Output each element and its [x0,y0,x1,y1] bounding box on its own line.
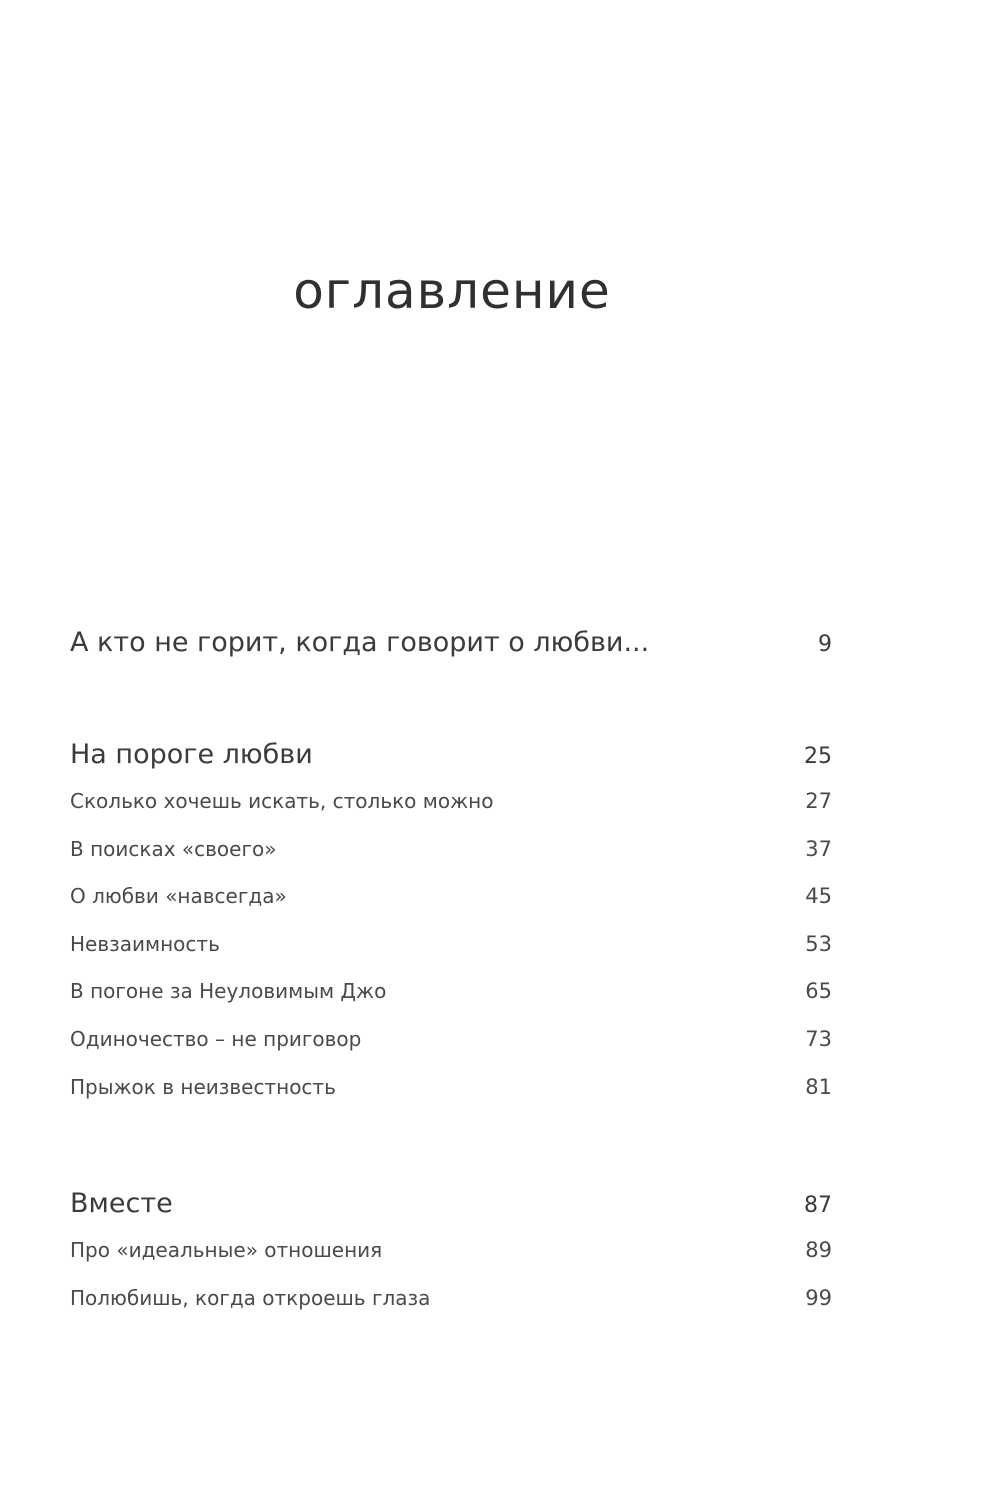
toc-entry-page: 27 [805,789,832,813]
toc-entry-page: 73 [805,1026,832,1051]
toc-entry [70,1064,832,1112]
toc-entry [70,1275,832,1323]
spacer [70,666,832,732]
toc-entry-page: 53 [805,931,832,956]
toc-entry [70,1016,832,1064]
toc-entry-label: Про «идеальные» отношения [70,1238,383,1263]
toc-entry [70,921,832,969]
toc-section-heading [70,1181,832,1227]
toc-entry-label: А кто не горит, когда говорит о любви... [70,627,650,658]
toc-entry-label: Прыжок в неизвестность [70,1074,336,1099]
spacer [70,1111,832,1181]
toc-entry-page: 65 [805,979,832,1004]
toc-entry-page: 9 [818,632,832,657]
toc-entry-label: Одиночество – не приговор [70,1026,362,1051]
toc-entry-label: В поисках «своего» [70,836,277,861]
toc-entry-page: 89 [805,1238,832,1263]
toc-entry-label: В погоне за Неуловимым Джо [70,979,387,1004]
toc-entry-label: Сколько хочешь искать, столько можно [70,789,494,813]
toc-section-page: 25 [804,744,832,769]
toc-entry-page: 99 [805,1285,832,1310]
toc-entry [70,826,832,874]
toc-section-label: На пороге любви [70,739,313,770]
toc-entry-label: Полюбишь, когда откроешь глаза [70,1285,431,1310]
table-of-contents [70,620,832,1322]
toc-entry [70,778,832,826]
toc-entry-intro [70,620,832,666]
toc-entry-page: 37 [805,836,832,861]
toc-section-label: Вместе [70,1188,173,1220]
toc-entry [70,968,832,1016]
toc-entry [70,1227,832,1275]
toc-section-page: 87 [804,1193,832,1219]
toc-section-heading [70,732,832,778]
toc-entry-label: О любви «навсегда» [70,884,287,909]
page-title: оглавление [293,262,611,320]
toc-entry-page: 81 [805,1074,832,1099]
toc-entry-label: Невзаимность [70,931,220,956]
toc-entry [70,873,832,921]
toc-entry-page: 45 [805,884,832,909]
